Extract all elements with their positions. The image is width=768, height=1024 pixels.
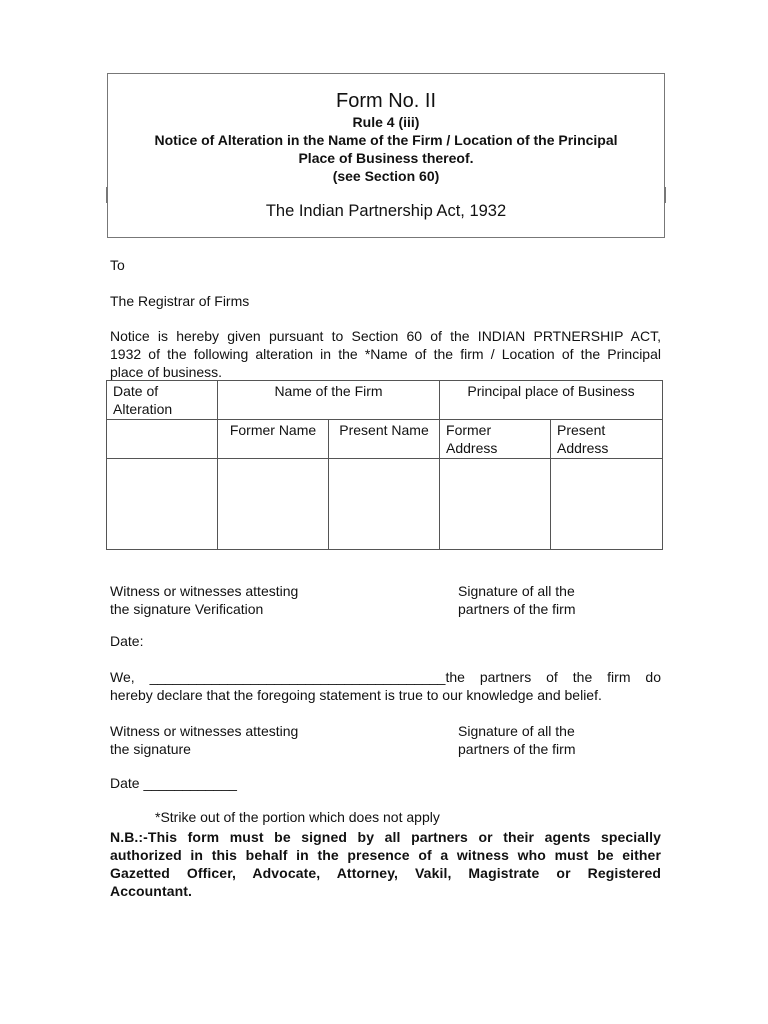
registrar-label: The Registrar of Firms — [110, 293, 250, 309]
witness-label-line-1: Witness or witnesses attesting — [110, 723, 299, 739]
date-cell — [107, 459, 218, 550]
date-of-alteration-header — [107, 381, 218, 420]
nb-note — [110, 828, 661, 900]
declaration-line: We, ______________________________________the partners of the firm do — [110, 669, 661, 685]
name-of-firm-header: Name of the Firm — [218, 381, 440, 420]
declaration-paragraph — [110, 668, 661, 704]
date-blank-field: Date ____________ — [110, 775, 237, 791]
paragraph-line: place of business. — [110, 364, 223, 380]
header-text: Date of — [113, 383, 159, 399]
header-text: Present — [557, 422, 606, 438]
notice-heading-line-2: Place of Business thereof. — [298, 150, 474, 166]
present-name-header: Present Name — [329, 420, 440, 459]
nb-line: N.B.:-This form must be signed by all partners or their agents specially — [110, 829, 661, 845]
nb-line: Gazetted Officer, Advocate, Attorney, Vakil, Magistrate or Registered — [110, 865, 661, 881]
box-tick-mark — [664, 187, 666, 203]
notice-paragraph — [110, 327, 661, 381]
present-address-header — [551, 420, 663, 459]
date-label: Date: — [110, 633, 144, 649]
act-title: The Indian Partnership Act, 1932 — [265, 202, 507, 220]
witness-label-line-2: the signature Verification — [110, 601, 264, 617]
to-label: To — [110, 257, 125, 273]
paragraph-line: 1932 of the following alteration in the *Name of the firm / Location of the Principal — [110, 346, 661, 362]
partners-signature-label-line-1: Signature of all the — [458, 583, 575, 599]
header-text: Former — [446, 422, 492, 438]
former-name-header: Former Name — [218, 420, 329, 459]
header-text: Address — [446, 440, 498, 456]
table-row — [107, 459, 663, 550]
former-name-cell — [218, 459, 329, 550]
partners-signature-label-line-2: partners of the firm — [458, 601, 576, 617]
table-header-row — [107, 381, 663, 420]
strike-out-note: *Strike out of the portion which does not apply — [155, 809, 440, 825]
notice-heading-line-1: Notice of Alteration in the Name of the Firm / Location of the Principal — [154, 132, 618, 148]
former-address-cell — [440, 459, 551, 550]
partners-signature-label-line-2: partners of the firm — [458, 741, 576, 757]
form-header-box — [107, 73, 665, 238]
paragraph-line: Notice is hereby given pursuant to Section 60 of the INDIAN PRTNERSHIP ACT, — [110, 328, 661, 344]
present-name-cell — [329, 459, 440, 550]
rule-reference: Rule 4 (iii) — [352, 114, 420, 130]
table-cell-empty — [107, 420, 218, 459]
header-text: Alteration — [113, 401, 173, 417]
form-title: Form No. II — [335, 90, 436, 112]
section-reference: (see Section 60) — [332, 168, 440, 184]
former-address-header — [440, 420, 551, 459]
witness-label-line-2: the signature — [110, 741, 191, 757]
header-text: Address — [557, 440, 609, 456]
witness-label-line-1: Witness or witnesses attesting — [110, 583, 299, 599]
partners-signature-label-line-1: Signature of all the — [458, 723, 575, 739]
declaration-line: hereby declare that the foregoing statement is true to our knowledge and belief. — [110, 687, 602, 703]
principal-place-header: Principal place of Business — [440, 381, 663, 420]
table-subheader-row — [107, 420, 663, 459]
nb-line: Accountant. — [110, 883, 192, 899]
nb-line: authorized in this behalf in the presence of a witness who must be either — [110, 847, 661, 863]
present-address-cell — [551, 459, 663, 550]
alteration-table — [106, 380, 663, 550]
